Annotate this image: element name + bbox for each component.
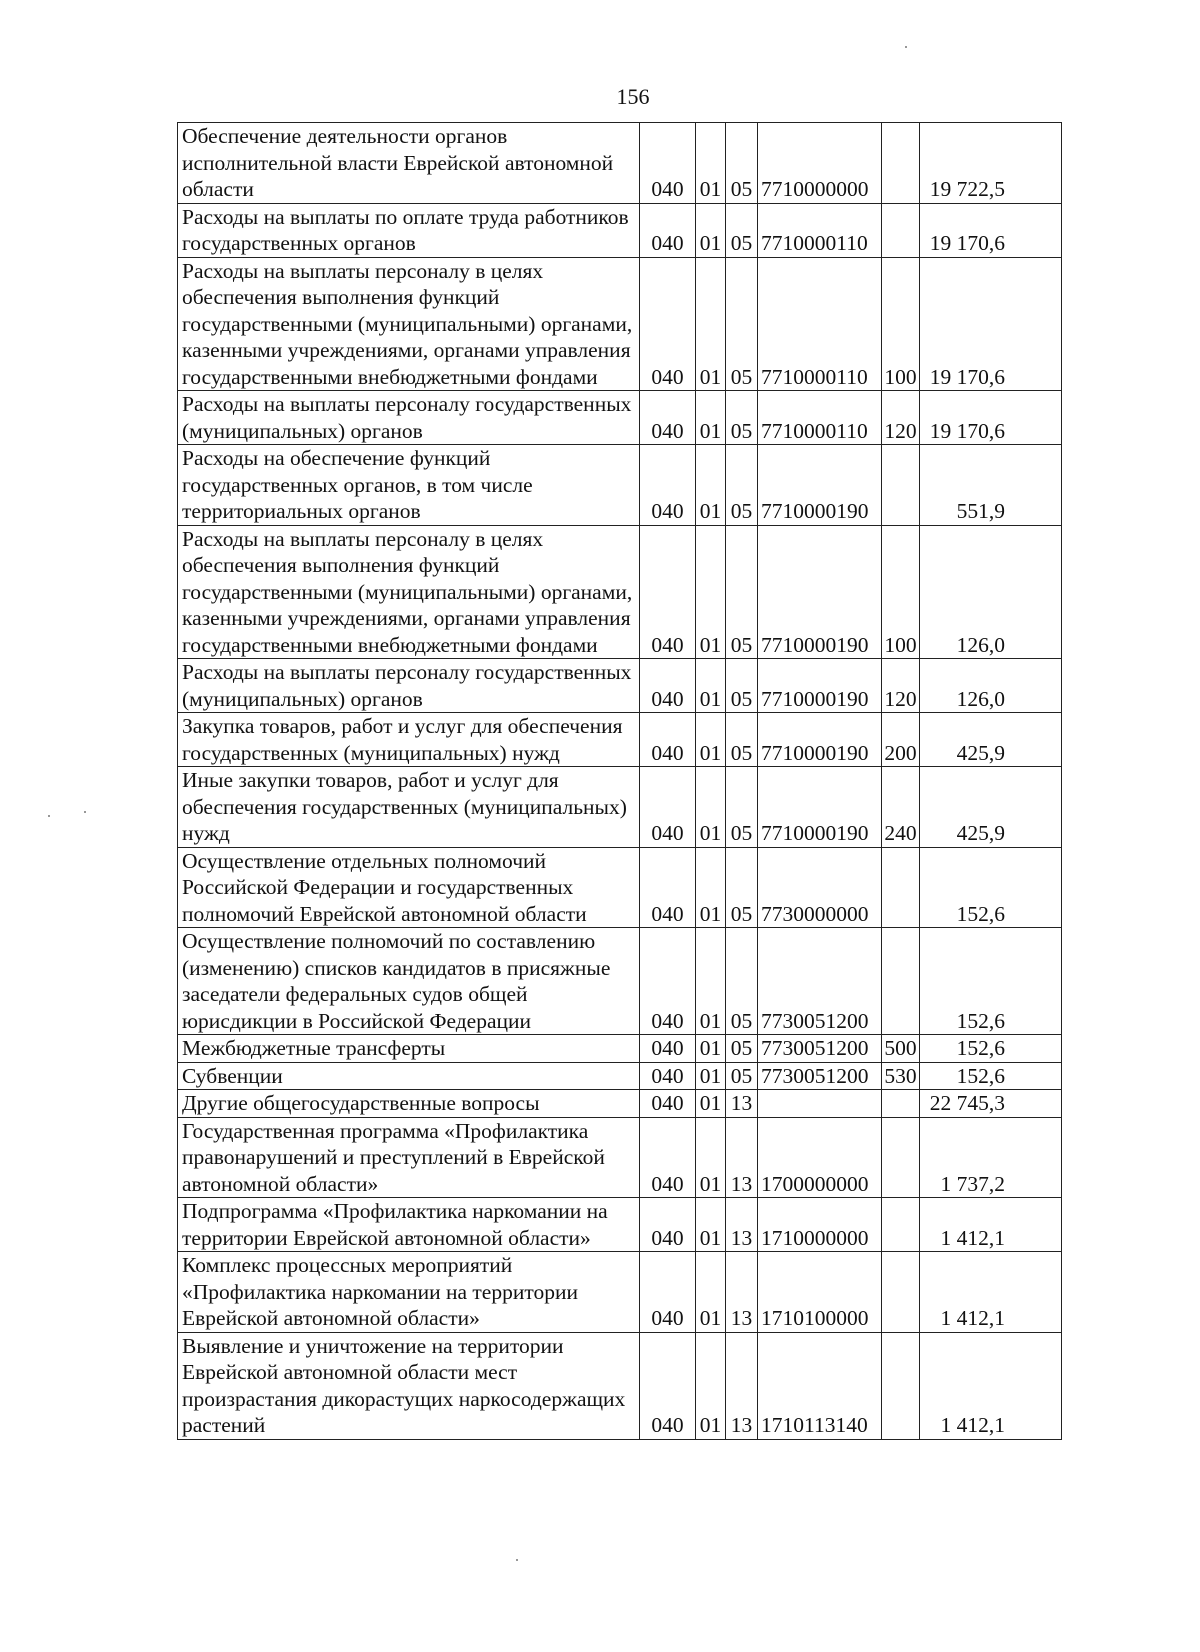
ministry-code-cell: 040 <box>640 1198 696 1252</box>
expense-type-cell <box>882 1198 920 1252</box>
amount-cell: 1 412,1 <box>920 1252 1062 1333</box>
section-code-cell: 01 <box>696 767 726 848</box>
target-article-cell: 7710000000 <box>758 123 882 204</box>
target-article-cell <box>758 1090 882 1118</box>
expense-type-cell <box>882 445 920 526</box>
amount-cell: 1 412,1 <box>920 1198 1062 1252</box>
amount-cell: 1 412,1 <box>920 1332 1062 1439</box>
amount-cell: 19 170,6 <box>920 391 1062 445</box>
subsection-code-cell: 05 <box>726 1062 758 1090</box>
subsection-code-cell: 13 <box>726 1198 758 1252</box>
target-article-cell: 1700000000 <box>758 1117 882 1198</box>
target-article-cell: 1710000000 <box>758 1198 882 1252</box>
amount-cell: 19 170,6 <box>920 203 1062 257</box>
expense-type-cell <box>882 1090 920 1118</box>
amount-cell: 126,0 <box>920 659 1062 713</box>
subsection-code-cell: 05 <box>726 445 758 526</box>
expense-type-cell <box>882 928 920 1035</box>
subsection-code-cell: 13 <box>726 1332 758 1439</box>
amount-cell: 19 170,6 <box>920 257 1062 391</box>
section-code-cell: 01 <box>696 928 726 1035</box>
section-code-cell: 01 <box>696 391 726 445</box>
expense-type-cell: 500 <box>882 1035 920 1063</box>
subsection-code-cell: 05 <box>726 391 758 445</box>
section-code-cell: 01 <box>696 257 726 391</box>
table-row <box>178 1332 1062 1439</box>
table-body <box>178 123 1062 1440</box>
table-row <box>178 1252 1062 1333</box>
expense-type-cell: 240 <box>882 767 920 848</box>
ministry-code-cell: 040 <box>640 1035 696 1063</box>
amount-cell: 22 745,3 <box>920 1090 1062 1118</box>
row-name-cell: Расходы на выплаты персоналу в целях обеспечения выполнения функций государственными (муниципальными) органами, казенными учреждениями, органами управления государственными внебюджетными фондами <box>178 525 640 659</box>
subsection-code-cell: 05 <box>726 767 758 848</box>
row-name-cell: Государственная программа «Профилактика правонарушений и преступлений в Еврейской автономной области» <box>178 1117 640 1198</box>
subsection-code-cell: 05 <box>726 1035 758 1063</box>
expense-type-cell: 530 <box>882 1062 920 1090</box>
expense-type-cell: 120 <box>882 391 920 445</box>
amount-cell: 152,6 <box>920 1035 1062 1063</box>
ministry-code-cell: 040 <box>640 1332 696 1439</box>
ministry-code-cell: 040 <box>640 525 696 659</box>
target-article-cell: 7730051200 <box>758 928 882 1035</box>
ministry-code-cell: 040 <box>640 445 696 526</box>
ministry-code-cell: 040 <box>640 203 696 257</box>
table-row <box>178 713 1062 767</box>
row-name-cell: Закупка товаров, работ и услуг для обеспечения государственных (муниципальных) нужд <box>178 713 640 767</box>
amount-cell: 425,9 <box>920 713 1062 767</box>
ministry-code-cell: 040 <box>640 391 696 445</box>
table-row <box>178 257 1062 391</box>
table-row <box>178 1062 1062 1090</box>
table-row <box>178 203 1062 257</box>
row-name-cell: Осуществление отдельных полномочий Российской Федерации и государственных полномочий Еврейской автономной области <box>178 847 640 928</box>
target-article-cell: 7730051200 <box>758 1062 882 1090</box>
target-article-cell: 7710000190 <box>758 713 882 767</box>
section-code-cell: 01 <box>696 1117 726 1198</box>
ministry-code-cell: 040 <box>640 123 696 204</box>
table-row <box>178 445 1062 526</box>
row-name-cell: Расходы на выплаты персоналу государственных (муниципальных) органов <box>178 659 640 713</box>
budget-table <box>177 122 1062 1440</box>
expense-type-cell: 120 <box>882 659 920 713</box>
subsection-code-cell: 05 <box>726 257 758 391</box>
row-name-cell: Расходы на обеспечение функций государственных органов, в том числе территориальных органов <box>178 445 640 526</box>
section-code-cell: 01 <box>696 1198 726 1252</box>
row-name-cell: Субвенции <box>178 1062 640 1090</box>
target-article-cell: 7730051200 <box>758 1035 882 1063</box>
subsection-code-cell: 05 <box>726 525 758 659</box>
target-article-cell: 7710000190 <box>758 659 882 713</box>
ministry-code-cell: 040 <box>640 713 696 767</box>
section-code-cell: 01 <box>696 1035 726 1063</box>
target-article-cell: 1710100000 <box>758 1252 882 1333</box>
subsection-code-cell: 05 <box>726 123 758 204</box>
row-name-cell: Расходы на выплаты персоналу государственных (муниципальных) органов <box>178 391 640 445</box>
amount-cell: 425,9 <box>920 767 1062 848</box>
row-name-cell: Подпрограмма «Профилактика наркомании на территории Еврейской автономной области» <box>178 1198 640 1252</box>
ministry-code-cell: 040 <box>640 767 696 848</box>
subsection-code-cell: 05 <box>726 203 758 257</box>
amount-cell: 126,0 <box>920 525 1062 659</box>
ministry-code-cell: 040 <box>640 257 696 391</box>
subsection-code-cell: 13 <box>726 1117 758 1198</box>
target-article-cell: 7710000110 <box>758 257 882 391</box>
expense-type-cell <box>882 1252 920 1333</box>
expense-type-cell <box>882 1117 920 1198</box>
table-row <box>178 1198 1062 1252</box>
table-row <box>178 847 1062 928</box>
subsection-code-cell: 13 <box>726 1090 758 1118</box>
section-code-cell: 01 <box>696 445 726 526</box>
table-row <box>178 1117 1062 1198</box>
section-code-cell: 01 <box>696 1252 726 1333</box>
expense-type-cell <box>882 847 920 928</box>
section-code-cell: 01 <box>696 1090 726 1118</box>
target-article-cell: 7710000190 <box>758 445 882 526</box>
expense-type-cell <box>882 123 920 204</box>
section-code-cell: 01 <box>696 659 726 713</box>
row-name-cell: Расходы на выплаты по оплате труда работников государственных органов <box>178 203 640 257</box>
page-number: 156 <box>616 84 650 109</box>
section-code-cell: 01 <box>696 847 726 928</box>
table-row <box>178 1035 1062 1063</box>
row-name-cell: Обеспечение деятельности органов исполнительной власти Еврейской автономной области <box>178 123 640 204</box>
ministry-code-cell: 040 <box>640 1062 696 1090</box>
ministry-code-cell: 040 <box>640 1090 696 1118</box>
row-name-cell: Межбюджетные трансферты <box>178 1035 640 1063</box>
amount-cell: 551,9 <box>920 445 1062 526</box>
scan-speck <box>905 46 907 48</box>
section-code-cell: 01 <box>696 203 726 257</box>
table-row <box>178 123 1062 204</box>
scan-speck <box>48 815 50 817</box>
target-article-cell: 7730000000 <box>758 847 882 928</box>
amount-cell: 152,6 <box>920 928 1062 1035</box>
section-code-cell: 01 <box>696 525 726 659</box>
row-name-cell: Осуществление полномочий по составлению (изменению) списков кандидатов в присяжные заседатели федеральных судов общей юрисдикции в Российской Федерации <box>178 928 640 1035</box>
section-code-cell: 01 <box>696 1332 726 1439</box>
expense-type-cell <box>882 203 920 257</box>
target-article-cell: 7710000190 <box>758 767 882 848</box>
subsection-code-cell: 05 <box>726 847 758 928</box>
subsection-code-cell: 05 <box>726 928 758 1035</box>
section-code-cell: 01 <box>696 1062 726 1090</box>
scan-speck <box>84 811 86 813</box>
table-row <box>178 1090 1062 1118</box>
row-name-cell: Выявление и уничтожение на территории Еврейской автономной области мест произрастания дикорастущих наркосодержащих растений <box>178 1332 640 1439</box>
target-article-cell: 1710113140 <box>758 1332 882 1439</box>
amount-cell: 152,6 <box>920 847 1062 928</box>
amount-cell: 152,6 <box>920 1062 1062 1090</box>
section-code-cell: 01 <box>696 713 726 767</box>
ministry-code-cell: 040 <box>640 1252 696 1333</box>
target-article-cell: 7710000110 <box>758 391 882 445</box>
amount-cell: 1 737,2 <box>920 1117 1062 1198</box>
table-row <box>178 391 1062 445</box>
ministry-code-cell: 040 <box>640 1117 696 1198</box>
ministry-code-cell: 040 <box>640 928 696 1035</box>
target-article-cell: 7710000190 <box>758 525 882 659</box>
row-name-cell: Другие общегосударственные вопросы <box>178 1090 640 1118</box>
ministry-code-cell: 040 <box>640 659 696 713</box>
table-row <box>178 525 1062 659</box>
table-row <box>178 659 1062 713</box>
table-row <box>178 767 1062 848</box>
expense-type-cell: 100 <box>882 525 920 659</box>
subsection-code-cell: 05 <box>726 659 758 713</box>
amount-cell: 19 722,5 <box>920 123 1062 204</box>
row-name-cell: Иные закупки товаров, работ и услуг для обеспечения государственных (муниципальных) нужд <box>178 767 640 848</box>
row-name-cell: Расходы на выплаты персоналу в целях обеспечения выполнения функций государственными (муниципальными) органами, казенными учреждениями, органами управления государственными внебюджетными фондами <box>178 257 640 391</box>
row-name-cell: Комплекс процессных мероприятий «Профилактика наркомании на территории Еврейской автономной области» <box>178 1252 640 1333</box>
ministry-code-cell: 040 <box>640 847 696 928</box>
scan-speck <box>516 1559 518 1561</box>
subsection-code-cell: 05 <box>726 713 758 767</box>
subsection-code-cell: 13 <box>726 1252 758 1333</box>
expense-type-cell <box>882 1332 920 1439</box>
expense-type-cell: 100 <box>882 257 920 391</box>
section-code-cell: 01 <box>696 123 726 204</box>
table-row <box>178 928 1062 1035</box>
expense-type-cell: 200 <box>882 713 920 767</box>
target-article-cell: 7710000110 <box>758 203 882 257</box>
